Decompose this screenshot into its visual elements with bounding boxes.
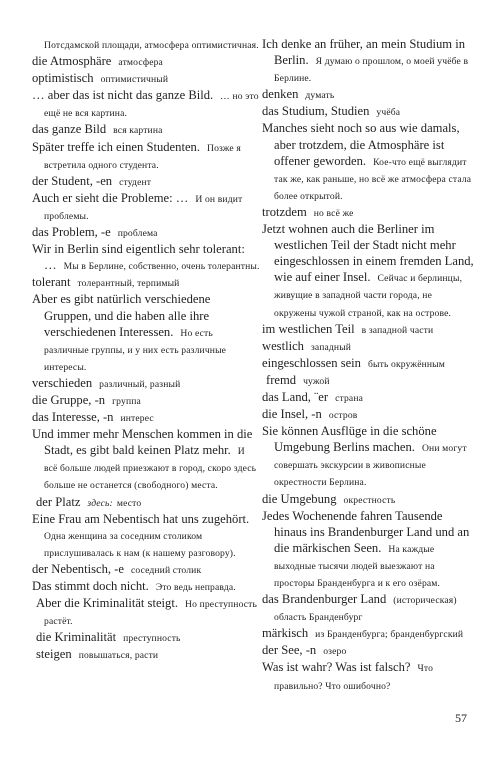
- glossary-entry: [262, 625, 474, 642]
- russian-translation: оптимистичный: [100, 74, 169, 86]
- russian-translation: толерантный, терпимый: [77, 278, 180, 290]
- glossary-entry: [32, 121, 260, 138]
- russian-translation: группа: [112, 395, 141, 407]
- glossary-entry: [262, 321, 474, 338]
- german-text: das Studium, Studien: [262, 104, 370, 119]
- glossary-entry: [32, 375, 260, 392]
- glossary-entry: [32, 70, 260, 87]
- german-text: verschieden: [32, 375, 93, 390]
- german-text: Wir in Berlin sind eigentlich sehr tolerant: …: [32, 242, 245, 273]
- glossary-entry: [262, 406, 474, 423]
- glossary-entry: [262, 221, 474, 321]
- russian-translation: … но это ещё не вся картина.: [44, 91, 259, 120]
- glossary-entry: [262, 372, 474, 389]
- glossary-entry: [32, 392, 260, 409]
- german-text: das Problem, -e: [32, 225, 111, 240]
- glossary-entry: [32, 494, 260, 511]
- russian-translation: Они могут совершать экскурсии в живописные окрестности Берлина.: [274, 443, 467, 489]
- glossary-entry: [32, 36, 260, 53]
- glossary-entry: [32, 511, 260, 561]
- glossary-entry: [32, 578, 260, 595]
- german-text: die Umgebung: [262, 491, 337, 506]
- german-text: die Gruppe, -n: [32, 392, 106, 407]
- russian-translation: преступность: [123, 633, 181, 645]
- german-text: märkisch: [262, 626, 309, 641]
- german-text: die Insel, -n: [262, 407, 322, 422]
- glossary-entry: [32, 561, 260, 578]
- russian-translation: но всё же: [313, 207, 354, 219]
- german-text: der Nebentisch, -e: [32, 561, 124, 576]
- russian-translation: Кое-что ещё выглядит так же, как раньше, но всё же атмосфера стала более открытой.: [274, 156, 472, 202]
- russian-translation: окрестность: [343, 494, 396, 506]
- german-text: Aber es gibt natürlich verschiedene Gruppen, und die haben alle ihre verschiedenen Interessen.: [32, 292, 211, 339]
- russian-translation: озеро: [323, 646, 347, 658]
- glossary-entry: [262, 642, 474, 659]
- russian-note: здесь:: [87, 497, 113, 509]
- russian-translation: Но есть различные группы, и у них есть различные интересы.: [44, 327, 227, 373]
- glossary-entry: [262, 491, 474, 508]
- russian-translation: страна: [335, 392, 364, 404]
- glossary-entry: [32, 629, 260, 646]
- german-text: Manches sieht noch so aus wie damals, aber trotzdem, die Atmosphäre ist offener geworden.: [262, 121, 460, 168]
- glossary-entry: [32, 595, 260, 629]
- german-text: im westlichen Teil: [262, 321, 355, 336]
- russian-translation: думать: [305, 90, 335, 102]
- russian-translation: остров: [328, 410, 358, 422]
- russian-translation: из Бранденбурга; бранденбургский: [315, 629, 464, 641]
- german-text: Aber die Kriminalität steigt.: [36, 596, 178, 611]
- glossary-entry: [262, 591, 474, 625]
- german-text: Und immer mehr Menschen kommen in die Stadt, es gibt bald keinen Platz mehr.: [32, 427, 253, 458]
- glossary-entry: [262, 659, 474, 693]
- russian-translation: место: [116, 497, 142, 509]
- glossary-entry: [32, 274, 260, 291]
- russian-translation: Мы в Берлине, собственно, очень толерантны.: [63, 261, 260, 273]
- russian-translation: Я думаю о прошлом, о моей учёбе в Берлине.: [274, 56, 469, 85]
- glossary-entry: [262, 103, 474, 120]
- german-text: optimistisch: [32, 71, 94, 86]
- glossary-entry: [32, 291, 260, 374]
- german-text: der Student, -en: [32, 173, 113, 188]
- left-column: [32, 36, 260, 663]
- german-text: Eine Frau am Nebentisch hat uns zugehört.: [32, 511, 250, 526]
- german-text: das ganze Bild: [32, 122, 107, 137]
- glossary-entry: [262, 120, 474, 203]
- russian-translation: Сейчас и берлинцы, живущие в западной части города, не окружены чужой страной, как на острове.: [274, 273, 463, 319]
- german-text: die Kriminalität: [36, 630, 117, 645]
- glossary-entry: [262, 389, 474, 406]
- glossary-entry: [262, 423, 474, 490]
- russian-translation: На каждые выходные тысячи людей выезжают на просторы Бранденбурга и к его озёрам.: [274, 543, 441, 589]
- german-text: trotzdem: [262, 204, 307, 219]
- german-text: das Land, ¨er: [262, 389, 329, 404]
- german-text: Was ist wahr? Was ist falsch?: [262, 660, 411, 675]
- glossary-entry: [262, 508, 474, 591]
- russian-translation: в западной части: [361, 324, 434, 336]
- russian-translation: различный, разный: [99, 378, 181, 390]
- russian-translation: повышаться, расти: [78, 650, 159, 662]
- glossary-entry: [32, 409, 260, 426]
- german-text: tolerant: [32, 275, 71, 290]
- german-text: Jetzt wohnen auch die Berliner im westlichen Teil der Stadt nicht mehr eingeschlossen in einem fremden Land, wie auf einer Insel.: [262, 222, 474, 285]
- german-text: Sie können Ausflüge in die schöne Umgebung Berlins machen.: [262, 424, 437, 455]
- russian-translation: Но преступность растёт.: [44, 599, 258, 628]
- russian-translation: интерес: [120, 413, 154, 425]
- glossary-entry: [32, 173, 260, 190]
- glossary-entry: [32, 646, 260, 663]
- glossary-entry: [32, 190, 260, 224]
- russian-translation: И всё больше людей приезжают в город, скоро здесь больше не останется (свободного) места.: [44, 446, 257, 492]
- glossary-entry: [262, 86, 474, 103]
- glossary-entry: [262, 36, 474, 86]
- german-text: der See, -n: [262, 643, 317, 658]
- glossary-entry: [32, 241, 260, 274]
- german-text: Das stimmt doch nicht.: [32, 579, 149, 593]
- russian-translation: вся картина: [113, 125, 163, 137]
- russian-translation: Что правильно? Что ошибочно?: [274, 663, 434, 692]
- russian-translation: проблема: [117, 228, 158, 240]
- glossary-entry: [262, 355, 474, 372]
- german-text: eingeschlossen sein: [262, 355, 361, 370]
- russian-translation: западный: [310, 341, 352, 353]
- german-text: das Interesse, -n: [32, 410, 114, 425]
- russian-translation: Одна женщина за соседним столиком прислушивалась к нам (к нашему разговору).: [44, 530, 236, 559]
- german-text: … aber das ist nicht das ganze Bild.: [32, 88, 214, 103]
- german-text: Auch er sieht die Probleme: …: [32, 190, 189, 205]
- russian-translation: быть окружённым: [367, 358, 445, 370]
- russian-translation: учёба: [376, 107, 401, 119]
- russian-translation: атмосфера: [118, 57, 163, 69]
- german-text: Jedes Wochenende fahren Tausende hinaus ins Brandenburger Land und an die märkischen Seen.: [262, 508, 470, 555]
- russian-translation: И он видит проблемы.: [44, 193, 243, 222]
- russian-translation: соседний столик: [130, 564, 202, 576]
- german-text: steigen: [36, 647, 72, 662]
- german-text: der Platz: [36, 494, 81, 509]
- glossary-entry: [262, 338, 474, 355]
- german-text: fremd: [266, 372, 297, 387]
- glossary-entry: [32, 139, 260, 173]
- glossary-entry: [32, 87, 260, 121]
- german-text: Später treffe ich einen Studenten.: [32, 139, 200, 154]
- russian-translation: (историческая) область Бранденбург: [274, 595, 457, 624]
- german-text: westlich: [262, 338, 304, 353]
- german-text: denken: [262, 87, 299, 102]
- german-text: die Atmosphäre: [32, 54, 112, 69]
- glossary-entry: [32, 53, 260, 70]
- russian-translation: Позже я встретила одного студента.: [44, 142, 241, 171]
- glossary-entry: [262, 204, 474, 221]
- right-column: [262, 36, 474, 694]
- glossary-entry: [32, 224, 260, 241]
- russian-translation: студент: [119, 176, 152, 188]
- russian-translation: чужой: [303, 375, 330, 387]
- russian-translation: Потсдамской площади, атмосфера оптимистичная.: [44, 40, 259, 51]
- page-number: 57: [455, 711, 467, 725]
- glossary-entry: [32, 426, 260, 493]
- german-text: das Brandenburger Land: [262, 592, 387, 607]
- german-text: Ich denke an früher, an mein Studium in Berlin.: [262, 37, 466, 68]
- russian-translation: Это ведь неправда.: [155, 582, 236, 593]
